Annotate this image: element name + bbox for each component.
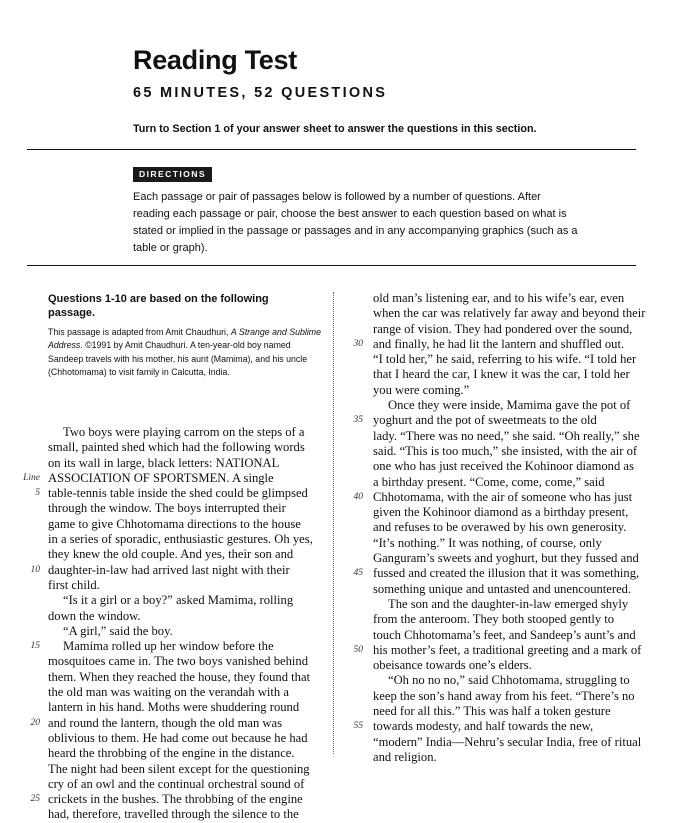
directions-label: DIRECTIONS	[133, 167, 212, 182]
line-text: when the car was relatively far away and beyond their	[373, 306, 646, 321]
passage-line	[48, 654, 323, 669]
line-text: need for all this.” This was half a token gesture	[373, 704, 611, 719]
passage-line	[373, 444, 643, 459]
line-number: 25	[30, 794, 40, 805]
line-text: something unique and untasted and unencountered.	[373, 581, 632, 596]
line-text: lady. “There was no need,” she said. “Oh really,” she	[373, 428, 640, 443]
line-text: and refuses to be overawed by his own generosity.	[373, 520, 627, 535]
line-text: table-tennis table inside the shed could be glimpsed	[48, 486, 308, 501]
passage-line	[48, 670, 323, 685]
passage-line	[373, 429, 643, 444]
passage-line	[373, 582, 643, 597]
passage-line	[48, 624, 323, 639]
line-text: lantern in his hand. Moths were shuddering round	[48, 700, 300, 715]
passage-line	[373, 536, 643, 551]
passage-line	[48, 807, 323, 822]
line-text: said. “This is too much,” she insisted, with the air of	[373, 443, 638, 458]
line-text: “It’s nothing.” It was nothing, of course, only	[373, 535, 602, 550]
line-text: crickets in the bushes. The throbbing of the engine	[48, 792, 303, 807]
line-text: The night had been silent except for the questioning	[48, 761, 310, 776]
passage-line	[30, 562, 323, 578]
line-number: Line	[23, 472, 40, 483]
line-text: his mother’s feet, a traditional greeting and a mark of	[373, 642, 642, 657]
passage-line	[23, 470, 323, 486]
line-text: Ganguram’s sweets and yoghurt, but they fussed and	[373, 551, 639, 566]
passage-line	[373, 505, 643, 520]
line-text: yoghurt and the pot of sweetmeats to the old	[373, 413, 597, 428]
line-text: mosquitoes came in. The two boys vanished behind	[48, 654, 308, 669]
column-divider	[333, 292, 334, 754]
passage-line	[373, 735, 643, 750]
passage-line	[373, 352, 643, 367]
line-number: 30	[353, 338, 363, 349]
passage-line	[48, 746, 323, 761]
line-number: 50	[353, 644, 363, 655]
passage-line	[353, 413, 643, 428]
passage-line	[373, 383, 643, 398]
passage-line	[48, 777, 323, 792]
passage-line	[353, 566, 643, 581]
line-number: 55	[353, 721, 363, 732]
line-text: they knew the old couple. And yes, their son and	[48, 547, 294, 562]
passage-line	[373, 520, 643, 535]
line-text: small, painted shed which had the following words	[48, 440, 305, 455]
passage-line	[48, 501, 323, 516]
passage-line	[373, 628, 643, 643]
intro-text-1: This passage is adapted from Amit Chaudhuri,	[48, 327, 231, 337]
passage-intro	[48, 326, 323, 379]
line-text: keep the son’s hand away from his feet. “There’s no	[373, 688, 635, 703]
passage-left-column	[23, 425, 323, 823]
passage-line	[373, 367, 643, 382]
line-text: “I told her,” he said, referring to his wife. “I told her	[373, 352, 637, 367]
line-text: touch Chhotomama’s feet, and Sandeep’s aunt’s and	[373, 627, 636, 642]
line-text: a birthday present. “Come, come, come,” said	[373, 474, 605, 489]
line-text: one who has just received the Kohinoor diamond as	[373, 459, 634, 474]
line-text: the old man was waiting on the verandah with a	[48, 685, 289, 700]
passage-line	[373, 658, 643, 673]
line-text: had, therefore, travelled through the silence to the	[48, 807, 299, 822]
passage-line	[48, 593, 323, 608]
passage-line	[48, 685, 323, 700]
line-text: down the window.	[48, 608, 141, 623]
directions-text: Each passage or pair of passages below is followed by a number of questions. After reading each passage or pair, choose the best answer to each question based on what is stated or implied in the passage or passages and in any accompanying graphics (such as a table or graph).	[133, 191, 578, 254]
line-text: through the window. The boys interrupted their	[48, 501, 286, 516]
passage-line	[353, 642, 643, 658]
passage-line	[48, 440, 323, 455]
line-text: range of vision. They had pondered over the sound,	[373, 321, 633, 336]
passage-line	[373, 459, 643, 474]
page-title: Reading Test	[133, 45, 297, 75]
line-text: fussed and created the illusion that it was something,	[373, 566, 640, 581]
section-instruction: Turn to Section 1 of your answer sheet to answer the questions in this section.	[133, 123, 537, 135]
line-text: “modern” India—Nehru’s secular India, free of ritual	[373, 734, 642, 749]
line-text: them. When they reached the house, they found that	[48, 669, 311, 684]
line-text: game to give Chhotomama directions to the house	[48, 516, 301, 531]
section-subtitle: 65 MINUTES, 52 QUESTIONS	[133, 85, 388, 101]
passage-line	[48, 425, 323, 440]
passage-line	[48, 547, 323, 562]
passage-line	[48, 700, 323, 715]
passage-line	[48, 762, 323, 777]
passage-line	[373, 689, 643, 704]
passage-line	[373, 475, 643, 490]
passage-line	[48, 456, 323, 471]
line-text: Chhotomama, with the air of someone who has just	[373, 489, 633, 504]
line-text: and finally, he had lit the lantern and shuffled out.	[373, 336, 625, 351]
line-number: 40	[353, 491, 363, 502]
passage-line	[30, 639, 323, 654]
line-text: ASSOCIATION OF SPORTSMEN. A single	[48, 470, 274, 485]
line-text: “A girl,” said the boy.	[63, 623, 173, 638]
bottom-divider	[27, 265, 636, 266]
line-text: you were coming.”	[373, 382, 470, 397]
line-text: oblivious to them. He had come out because he had	[48, 730, 308, 745]
intro-book-title: A Strange and Sublime Address	[48, 327, 322, 351]
passage-line	[373, 322, 643, 337]
top-divider	[27, 149, 636, 150]
passage-line	[48, 609, 323, 624]
passage-line	[30, 715, 323, 731]
line-number: 45	[353, 568, 363, 579]
passage-line	[373, 306, 646, 321]
line-text: towards modesty, and half towards the new,	[373, 719, 594, 734]
line-text: obeisance towards one’s elders.	[373, 658, 532, 673]
line-number: 10	[30, 564, 40, 575]
line-text: Once they were inside, Mamima gave the pot of	[388, 398, 631, 413]
line-text: that I heard the car, I knew it was the car, I told her	[373, 367, 630, 382]
line-text: cry of an owl and the continual orchestral sound of	[48, 776, 305, 791]
passage-line	[373, 597, 643, 612]
passage-line	[373, 291, 643, 306]
line-text: from the anteroom. They both stooped gently to	[373, 612, 615, 627]
passage-line	[48, 578, 323, 593]
line-number: 35	[353, 415, 363, 426]
line-number: 20	[30, 717, 40, 728]
passage-right-column	[353, 291, 646, 765]
line-text: Mamima rolled up her window before the	[63, 639, 274, 654]
passage-line	[48, 517, 323, 532]
line-text: on its wall in large, black letters: NATIONAL	[48, 455, 280, 470]
line-text: daughter-in-law had arrived last night with their	[48, 562, 290, 577]
line-text: in a series of sporadic, enthusiastic gestures. Oh yes,	[48, 532, 313, 547]
line-text: first child.	[48, 577, 100, 592]
line-number: 15	[30, 641, 40, 652]
passage-line	[373, 704, 643, 719]
line-number: 5	[35, 488, 40, 499]
line-text: “Is it a girl or a boy?” asked Mamima, rolling	[63, 593, 294, 608]
line-text: Two boys were playing carrom on the steps of a	[63, 425, 305, 439]
line-text: The son and the daughter-in-law emerged shyly	[388, 596, 629, 611]
question-heading: Questions 1-10 are based on the following passage.	[48, 293, 269, 319]
passage-line	[373, 750, 643, 765]
passage-line	[48, 731, 323, 746]
passage-line	[30, 792, 323, 807]
line-text: heard the throbbing of the engine in the distance.	[48, 746, 295, 761]
line-text: “Oh no no no,” said Chhotomama, struggling to	[388, 673, 630, 688]
passage-line	[353, 719, 643, 734]
passage-line	[373, 551, 643, 566]
passage-line	[373, 612, 643, 627]
passage-line	[353, 489, 643, 505]
passage-line	[373, 673, 643, 688]
passage-line	[373, 398, 643, 413]
passage-line	[35, 486, 323, 501]
passage-line	[353, 336, 643, 352]
line-text: and religion.	[373, 749, 437, 764]
intro-text-2: . ©1991 by Amit Chaudhuri. A ten-year-old boy named Sandeep travels with his mother, his aunt (Mamima), and his uncle (Chhotomama) to visit family in Calcutta, India.	[48, 340, 308, 377]
line-text: and round the lantern, though the old man was	[48, 715, 282, 730]
line-text: given the Kohinoor diamond as a birthday present,	[373, 505, 629, 520]
line-text: old man’s listening ear, and to his wife’s ear, even	[373, 291, 625, 305]
passage-line	[48, 532, 323, 547]
